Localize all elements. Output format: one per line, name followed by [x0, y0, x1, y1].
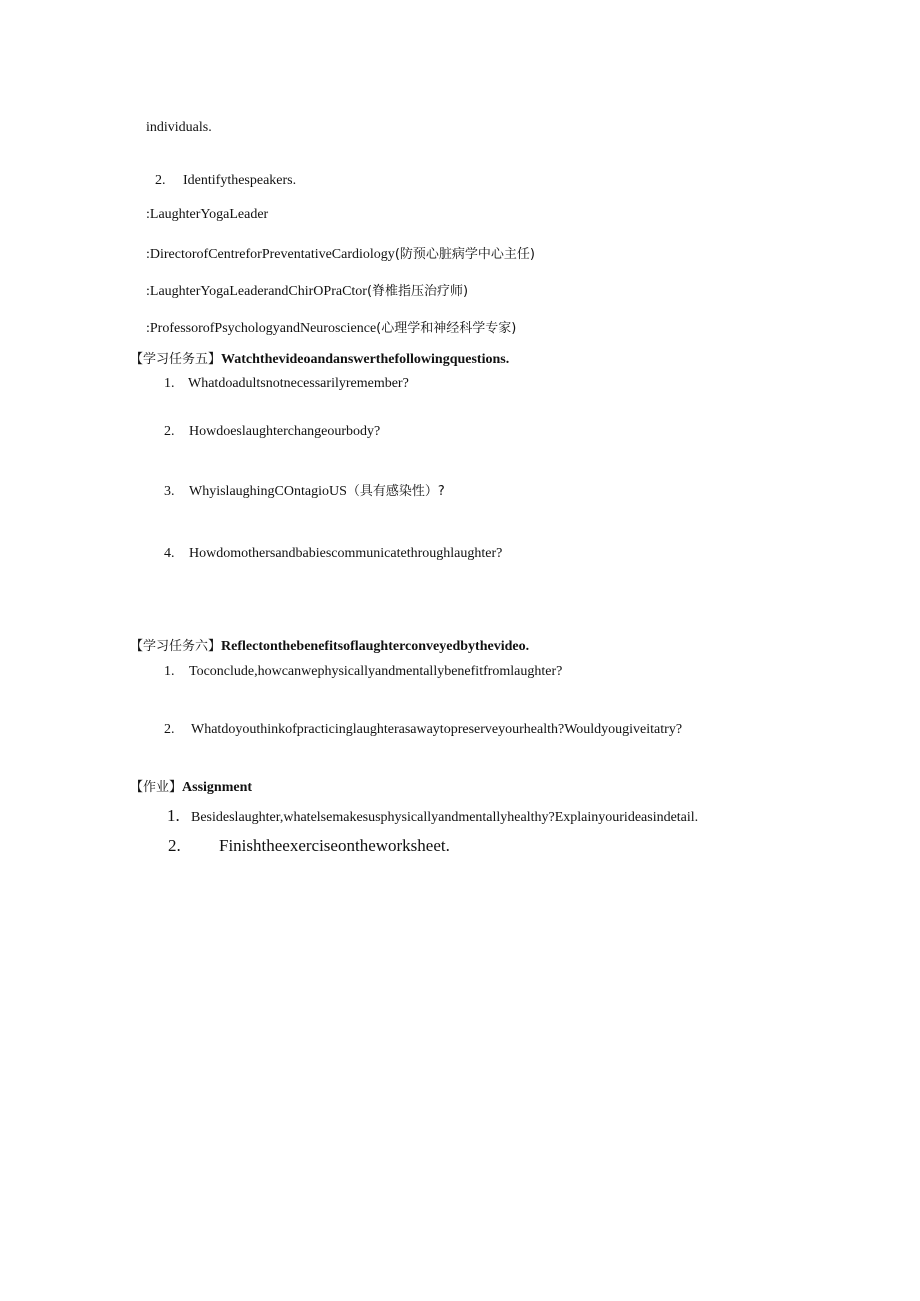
speaker-title-cn: (防预心脏病学中心主任) — [394, 247, 535, 262]
speaker-prefix: : — [146, 321, 150, 336]
task5-title: Watchthevideoandanswerthefollowingquestions. — [221, 352, 510, 367]
question-item — [164, 375, 409, 393]
speaker-line — [146, 283, 468, 301]
question-number: 2. — [164, 722, 175, 737]
speaker-prefix: : — [146, 207, 150, 222]
speaker-title: ProfessorofPsychologyandNeuroscience — [149, 321, 377, 336]
question-item — [164, 663, 562, 681]
question-number: 4. — [164, 546, 175, 561]
speaker-prefix: : — [146, 247, 150, 262]
item-number: 2. — [155, 173, 166, 188]
speaker-line — [146, 246, 535, 264]
question-text-cn: （具有感染性）? — [346, 484, 445, 499]
assignment-number: 2. — [168, 836, 181, 855]
question-number: 1. — [164, 664, 175, 679]
assignment-heading — [130, 779, 252, 797]
question-text: WhyislaughingCOntagioUS — [189, 484, 347, 499]
question-number: 2. — [164, 424, 175, 439]
question-item — [164, 483, 445, 501]
question-text: Whatdoadultsnotnecessarilyremember? — [188, 376, 409, 391]
question-text: Whatdoyouthinkofpracticinglaughterasawaytopreserveyourhealth?Wouldyougiveitatry? — [191, 722, 683, 737]
speaker-title: LaughterYogaLeaderandChirOPraCtor — [149, 284, 367, 299]
speaker-title-cn: (心理学和神经科学专家) — [376, 321, 517, 336]
assignment-item — [168, 835, 450, 857]
identify-speakers-item — [155, 172, 296, 190]
assignment-number: 1. — [167, 806, 180, 825]
assignment-label: 【作业】 — [130, 780, 183, 795]
speaker-prefix: : — [146, 284, 150, 299]
assignment-title: Assignment — [182, 780, 253, 795]
task6-title: Reflectonthebenefitsoflaughterconveyedbythevideo. — [221, 639, 530, 654]
speaker-line — [146, 320, 516, 338]
task6-label: 【学习任务六】 — [130, 639, 222, 654]
assignment-item — [167, 805, 698, 827]
question-text: Toconclude,howcanwephysicallyandmentallybenefitfromlaughter? — [189, 664, 563, 679]
question-text: Howdomothersandbabiescommunicatethroughlaughter? — [189, 546, 503, 561]
speaker-title: DirectorofCentreforPreventativeCardiology — [149, 247, 395, 262]
task6-heading — [130, 638, 529, 656]
question-number: 3. — [164, 484, 175, 499]
question-text: Howdoeslaughterchangeourbody? — [189, 424, 381, 439]
speaker-title: LaughterYogaLeader — [149, 207, 269, 222]
question-item — [164, 721, 682, 739]
assignment-text: Finishtheexerciseontheworksheet. — [219, 836, 450, 855]
question-item — [164, 545, 502, 563]
item-text: Identifythespeakers. — [183, 173, 297, 188]
speaker-line — [146, 206, 268, 224]
question-number: 1. — [164, 376, 175, 391]
question-item — [164, 423, 380, 441]
task5-label: 【学习任务五】 — [130, 352, 222, 367]
task5-heading — [130, 351, 509, 369]
speaker-title-cn: (脊椎指压治疗师) — [366, 284, 469, 299]
intro-fragment: individuals. — [146, 120, 212, 135]
assignment-text: Besideslaughter,whatelsemakesusphysicallyandmentallyhealthy?Explainyourideasindetail. — [191, 810, 699, 825]
